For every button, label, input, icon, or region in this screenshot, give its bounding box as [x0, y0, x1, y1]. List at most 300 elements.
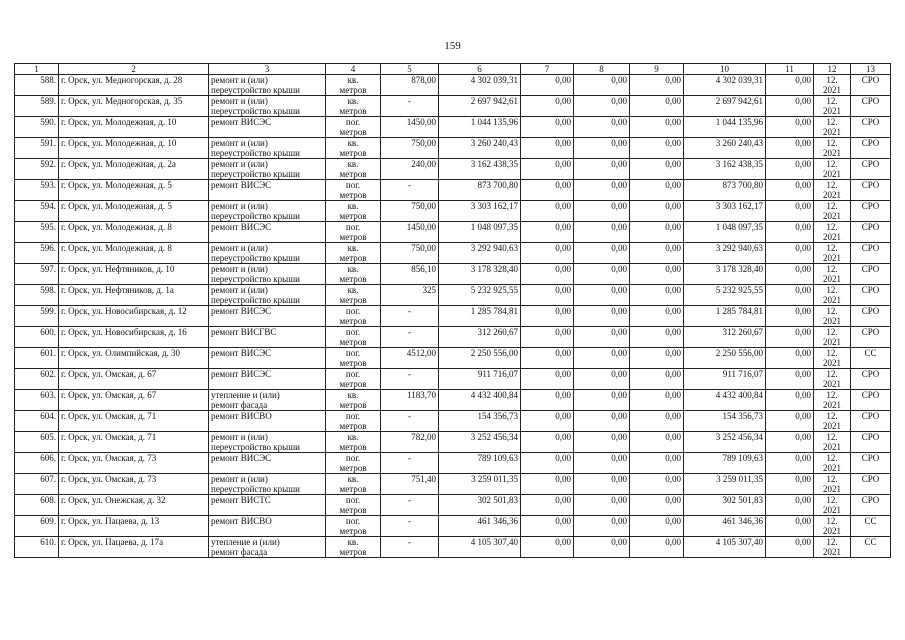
cell-text: 750,00: [411, 201, 436, 211]
cell-text: 0,00: [555, 453, 571, 463]
value-cell: [574, 327, 630, 348]
cell-text: -: [408, 180, 411, 190]
cell-text: 12.: [826, 453, 838, 463]
cell-text: 609.: [40, 516, 56, 526]
table-row: [15, 96, 891, 117]
volume-cell: [381, 117, 439, 138]
cell-text: 0,00: [611, 96, 627, 106]
value-cell: [574, 432, 630, 453]
cell-text: 0,00: [555, 201, 571, 211]
volume-cell: [381, 222, 439, 243]
table-row: [15, 138, 891, 159]
cell-text: ремонт и (или): [211, 96, 268, 106]
method-cell: [851, 495, 891, 516]
cell-text: кв.: [347, 390, 359, 400]
cell-text: 2021: [823, 463, 841, 473]
cell-text: 0,00: [555, 222, 571, 232]
value-cell: [574, 495, 630, 516]
volume-cell: [381, 411, 439, 432]
cell-text: 0,00: [611, 117, 627, 127]
table-row: [15, 453, 891, 474]
column-header: 5: [381, 64, 439, 75]
value-cell: [630, 243, 684, 264]
cell-text: 0,00: [611, 537, 627, 547]
total-cost-cell: [439, 390, 521, 411]
cell-text: ремонт фасада: [211, 400, 268, 410]
cell-text: 12.: [826, 138, 838, 148]
deadline-cell: [814, 537, 851, 558]
row-number: [15, 453, 59, 474]
value-cell: [574, 159, 630, 180]
column-header: 1: [15, 64, 59, 75]
cell-text: пог.: [345, 369, 361, 379]
value-cell: [766, 453, 814, 474]
column-header: 12: [814, 64, 851, 75]
cell-text: 2021: [823, 526, 841, 536]
deadline-cell: [814, 348, 851, 369]
total-cost-cell: [439, 369, 521, 390]
column-header: 13: [851, 64, 891, 75]
cell-text: 0,00: [611, 327, 627, 337]
total-cost-cell: [439, 180, 521, 201]
cell-text: метров: [339, 463, 367, 473]
cell-text: 0,00: [795, 264, 811, 274]
cell-text: метров: [339, 295, 367, 305]
cell-text: 750,00: [411, 243, 436, 253]
row-number: [15, 243, 59, 264]
method-cell: [851, 159, 891, 180]
unit-cell: [326, 537, 381, 558]
row-number: [15, 390, 59, 411]
fund-cost-cell: [684, 516, 766, 537]
cell-text: 0,00: [665, 411, 681, 421]
cell-text: СРО: [861, 495, 880, 505]
cell-text: 0,00: [611, 348, 627, 358]
cell-text: метров: [339, 190, 367, 200]
value-cell: [521, 222, 574, 243]
cell-text: переустройство крыши: [211, 295, 300, 305]
cell-text: 2021: [823, 106, 841, 116]
cell-text: ремонт фасада: [211, 547, 268, 557]
value-cell: [766, 411, 814, 432]
cell-text: 1 285 784,81: [715, 306, 763, 316]
value-cell: [630, 201, 684, 222]
deadline-cell: [814, 222, 851, 243]
cell-text: 590.: [40, 117, 56, 127]
cell-text: 2021: [823, 211, 841, 221]
cell-text: 0,00: [665, 495, 681, 505]
cell-text: 240,00: [411, 159, 436, 169]
fund-cost-cell: [684, 495, 766, 516]
row-number: [15, 222, 59, 243]
cell-text: 750,00: [411, 138, 436, 148]
cell-text: 4 302 039,31: [470, 75, 518, 85]
cell-text: 5 232 925,55: [715, 285, 763, 295]
cell-text: СРО: [861, 264, 880, 274]
cell-text: 2021: [823, 505, 841, 515]
cell-text: 3 260 240,43: [470, 138, 518, 148]
column-header: 6: [439, 64, 521, 75]
cell-text: 0,00: [665, 159, 681, 169]
unit-cell: [326, 138, 381, 159]
value-cell: [521, 411, 574, 432]
deadline-cell: [814, 390, 851, 411]
volume-cell: [381, 390, 439, 411]
volume-cell: [381, 201, 439, 222]
cell-text: 0,00: [555, 411, 571, 421]
cell-text: 789 109,63: [477, 453, 518, 463]
cell-text: метров: [339, 484, 367, 494]
total-cost-cell: [439, 222, 521, 243]
cell-text: 0,00: [795, 180, 811, 190]
cell-text: метров: [339, 211, 367, 221]
column-header: 9: [630, 64, 684, 75]
cell-text: пог.: [345, 327, 361, 337]
cell-text: 0,00: [611, 411, 627, 421]
total-cost-cell: [439, 495, 521, 516]
value-cell: [630, 348, 684, 369]
cell-text: ремонт ВИСЭС: [211, 453, 272, 463]
cell-text: переустройство крыши: [211, 484, 300, 494]
unit-cell: [326, 516, 381, 537]
value-cell: [630, 159, 684, 180]
total-cost-cell: [439, 348, 521, 369]
cell-text: 4 302 039,31: [715, 75, 763, 85]
cell-text: 0,00: [611, 495, 627, 505]
total-cost-cell: [439, 96, 521, 117]
row-number: [15, 201, 59, 222]
cell-text: СРО: [861, 306, 880, 316]
cell-text: 0,00: [611, 264, 627, 274]
cell-text: СРО: [861, 411, 880, 421]
value-cell: [630, 222, 684, 243]
cell-text: метров: [339, 400, 367, 410]
cell-text: метров: [339, 169, 367, 179]
cell-text: 0,00: [555, 537, 571, 547]
cell-text: -: [408, 369, 411, 379]
fund-cost-cell: [684, 243, 766, 264]
fund-cost-cell: [684, 411, 766, 432]
cell-text: 0,00: [795, 222, 811, 232]
value-cell: [574, 96, 630, 117]
value-cell: [521, 369, 574, 390]
cell-text: 0,00: [555, 285, 571, 295]
unit-cell: [326, 285, 381, 306]
value-cell: [630, 432, 684, 453]
value-cell: [521, 348, 574, 369]
address-cell: [59, 222, 209, 243]
cell-text: 12.: [826, 390, 838, 400]
cell-text: 601.: [40, 348, 56, 358]
cell-text: 3 178 328,40: [715, 264, 763, 274]
cell-text: 610.: [40, 537, 56, 547]
cell-text: пог.: [345, 516, 361, 526]
cell-text: переустройство крыши: [211, 85, 300, 95]
cell-text: г. Орск, ул. Омская, д. 73: [61, 474, 157, 484]
table-row: [15, 201, 891, 222]
volume-cell: [381, 159, 439, 180]
cell-text: 0,00: [611, 432, 627, 442]
cell-text: 0,00: [795, 390, 811, 400]
cell-text: ремонт ВИСЭС: [211, 117, 272, 127]
cell-text: СРО: [861, 222, 880, 232]
value-cell: [521, 474, 574, 495]
cell-text: переустройство крыши: [211, 253, 300, 263]
cell-text: 0,00: [611, 159, 627, 169]
row-number: [15, 411, 59, 432]
row-number: [15, 117, 59, 138]
cell-text: ремонт и (или): [211, 285, 268, 295]
work-type-cell: [209, 243, 326, 264]
cell-text: -: [408, 453, 411, 463]
fund-cost-cell: [684, 474, 766, 495]
address-cell: [59, 327, 209, 348]
unit-cell: [326, 96, 381, 117]
cell-text: 789 109,63: [722, 453, 763, 463]
cell-text: СРО: [861, 432, 880, 442]
cell-text: ремонт ВИСВО: [211, 411, 272, 421]
cell-text: 0,00: [611, 201, 627, 211]
value-cell: [521, 285, 574, 306]
work-type-cell: [209, 432, 326, 453]
address-cell: [59, 75, 209, 96]
work-type-cell: [209, 159, 326, 180]
value-cell: [574, 243, 630, 264]
address-cell: [59, 243, 209, 264]
cell-text: 12.: [826, 411, 838, 421]
cell-text: 0,00: [665, 327, 681, 337]
cell-text: 154 356,73: [722, 411, 763, 421]
work-type-cell: [209, 138, 326, 159]
cell-text: 782,00: [411, 432, 436, 442]
cell-text: 606.: [40, 453, 56, 463]
value-cell: [521, 516, 574, 537]
cell-text: 0,00: [795, 474, 811, 484]
cell-text: 1 285 784,81: [470, 306, 518, 316]
unit-cell: [326, 432, 381, 453]
value-cell: [766, 201, 814, 222]
cell-text: 0,00: [665, 285, 681, 295]
method-cell: [851, 138, 891, 159]
cell-text: 0,00: [665, 96, 681, 106]
cell-text: 2021: [823, 400, 841, 410]
column-header: 2: [59, 64, 209, 75]
row-number: [15, 138, 59, 159]
cell-text: метров: [339, 379, 367, 389]
cell-text: кв.: [347, 201, 359, 211]
cell-text: СРО: [861, 243, 880, 253]
row-number: [15, 180, 59, 201]
column-header: 4: [326, 64, 381, 75]
method-cell: [851, 453, 891, 474]
cell-text: кв.: [347, 243, 359, 253]
method-cell: [851, 96, 891, 117]
cell-text: 592.: [40, 159, 56, 169]
cell-text: 1450,00: [406, 117, 436, 127]
cell-text: г. Орск, ул. Молодежная, д. 5: [61, 201, 172, 211]
cell-text: 302 501,83: [477, 495, 518, 505]
cell-text: 593.: [40, 180, 56, 190]
value-cell: [766, 369, 814, 390]
address-cell: [59, 285, 209, 306]
cell-text: пог.: [345, 222, 361, 232]
row-number: [15, 264, 59, 285]
table-row: [15, 285, 891, 306]
row-number: [15, 432, 59, 453]
cell-text: г. Орск, ул. Пацаева, д. 13: [61, 516, 160, 526]
unit-cell: [326, 180, 381, 201]
volume-cell: [381, 474, 439, 495]
cell-text: г. Орск, ул. Молодежная, д. 8: [61, 243, 172, 253]
cell-text: 461 346,36: [722, 516, 763, 526]
cell-text: 12.: [826, 264, 838, 274]
cell-text: 2021: [823, 337, 841, 347]
address-cell: [59, 516, 209, 537]
cell-text: 597.: [40, 264, 56, 274]
value-cell: [521, 138, 574, 159]
cell-text: 12.: [826, 285, 838, 295]
deadline-cell: [814, 264, 851, 285]
row-number: [15, 327, 59, 348]
method-cell: [851, 369, 891, 390]
fund-cost-cell: [684, 264, 766, 285]
table-row: [15, 348, 891, 369]
value-cell: [521, 495, 574, 516]
cell-text: 0,00: [795, 453, 811, 463]
value-cell: [574, 285, 630, 306]
cell-text: переустройство крыши: [211, 148, 300, 158]
total-cost-cell: [439, 159, 521, 180]
cell-text: 0,00: [795, 327, 811, 337]
cell-text: -: [408, 495, 411, 505]
cell-text: переустройство крыши: [211, 106, 300, 116]
cell-text: 12.: [826, 495, 838, 505]
work-type-cell: [209, 327, 326, 348]
cell-text: 0,00: [795, 495, 811, 505]
cell-text: г. Орск, ул. Новосибирская, д. 12: [61, 306, 187, 316]
value-cell: [766, 117, 814, 138]
cell-text: 588.: [40, 75, 56, 85]
cell-text: 0,00: [795, 432, 811, 442]
cell-text: 911 716,07: [477, 369, 518, 379]
page-number: 159: [444, 40, 461, 52]
cell-text: СРО: [861, 327, 880, 337]
cell-text: 312 260,67: [477, 327, 518, 337]
work-type-cell: [209, 306, 326, 327]
cell-text: СС: [864, 537, 877, 547]
table-body: [15, 75, 891, 558]
cell-text: г. Орск, ул. Медногорская, д. 28: [61, 75, 183, 85]
method-cell: [851, 201, 891, 222]
fund-cost-cell: [684, 138, 766, 159]
cell-text: 4 105 307,40: [470, 537, 518, 547]
cell-text: 302 501,83: [722, 495, 763, 505]
deadline-cell: [814, 243, 851, 264]
value-cell: [574, 306, 630, 327]
cell-text: ремонт и (или): [211, 75, 268, 85]
cell-text: 856,10: [411, 264, 436, 274]
cell-text: 604.: [40, 411, 56, 421]
cell-text: 12.: [826, 201, 838, 211]
value-cell: [574, 201, 630, 222]
cell-text: 607.: [40, 474, 56, 484]
value-cell: [521, 327, 574, 348]
cell-text: 911 716,07: [722, 369, 763, 379]
cell-text: 4 432 400,84: [470, 390, 518, 400]
value-cell: [766, 327, 814, 348]
cell-text: 0,00: [665, 201, 681, 211]
address-cell: [59, 159, 209, 180]
value-cell: [766, 180, 814, 201]
value-cell: [630, 516, 684, 537]
cell-text: -: [408, 411, 411, 421]
cell-text: 596.: [40, 243, 56, 253]
cell-text: 0,00: [611, 390, 627, 400]
cell-text: 0,00: [795, 201, 811, 211]
work-type-cell: [209, 453, 326, 474]
unit-cell: [326, 390, 381, 411]
address-cell: [59, 432, 209, 453]
cell-text: 873 700,80: [477, 180, 518, 190]
cell-text: 0,00: [555, 75, 571, 85]
cell-text: кв.: [347, 159, 359, 169]
work-type-cell: [209, 474, 326, 495]
column-header: 10: [684, 64, 766, 75]
volume-cell: [381, 285, 439, 306]
cell-text: 461 346,36: [477, 516, 518, 526]
total-cost-cell: [439, 474, 521, 495]
unit-cell: [326, 348, 381, 369]
cell-text: г. Орск, ул. Омская, д. 71: [61, 432, 157, 442]
total-cost-cell: [439, 432, 521, 453]
cell-text: -: [408, 306, 411, 316]
address-cell: [59, 390, 209, 411]
cell-text: 2 697 942,61: [715, 96, 763, 106]
table-row: [15, 306, 891, 327]
fund-cost-cell: [684, 390, 766, 411]
cell-text: 0,00: [795, 411, 811, 421]
table-row: [15, 516, 891, 537]
table-row: [15, 159, 891, 180]
cell-text: 0,00: [795, 117, 811, 127]
cell-text: 2021: [823, 358, 841, 368]
deadline-cell: [814, 327, 851, 348]
cell-text: 0,00: [555, 327, 571, 337]
value-cell: [574, 117, 630, 138]
cell-text: СРО: [861, 285, 880, 295]
value-cell: [574, 390, 630, 411]
cell-text: метров: [339, 85, 367, 95]
fund-cost-cell: [684, 432, 766, 453]
fund-cost-cell: [684, 117, 766, 138]
volume-cell: [381, 306, 439, 327]
table-row: [15, 243, 891, 264]
method-cell: [851, 537, 891, 558]
table-row: [15, 390, 891, 411]
cell-text: 12.: [826, 348, 838, 358]
cell-text: 2021: [823, 484, 841, 494]
value-cell: [630, 306, 684, 327]
cell-text: г. Орск, ул. Молодежная, д. 10: [61, 138, 177, 148]
address-cell: [59, 474, 209, 495]
deadline-cell: [814, 369, 851, 390]
cell-text: -: [408, 96, 411, 106]
address-cell: [59, 201, 209, 222]
fund-cost-cell: [684, 201, 766, 222]
cell-text: 2021: [823, 169, 841, 179]
cell-text: СРО: [861, 180, 880, 190]
column-header: 7: [521, 64, 574, 75]
